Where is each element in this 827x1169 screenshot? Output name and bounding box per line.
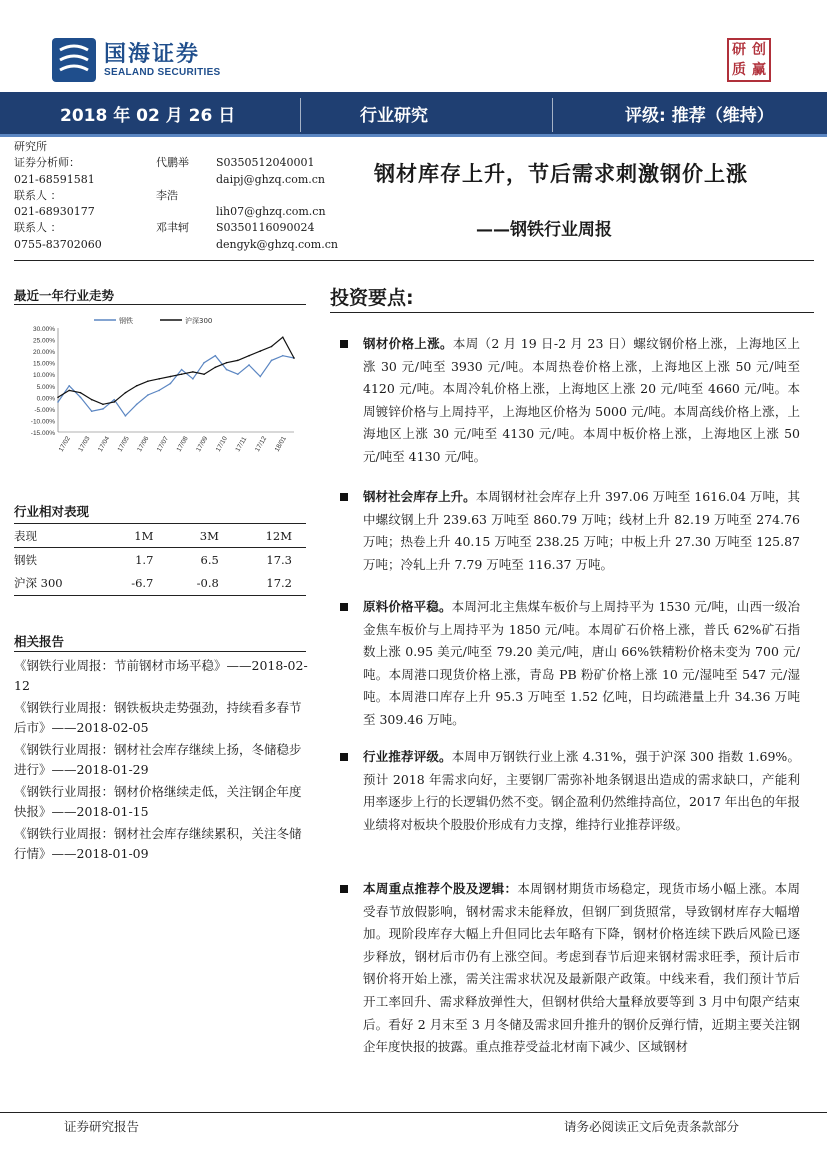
data-point [282, 336, 284, 338]
data-point [215, 366, 217, 368]
footer-left: 证券研究报告 [64, 1119, 140, 1134]
data-point [158, 378, 160, 380]
square-bullet-icon [340, 493, 348, 501]
logo-cn: 国海证券 [104, 41, 201, 67]
invest-heading: 投资要点: [330, 287, 414, 309]
data-point [237, 360, 239, 362]
analyst-row: 联系人 ： 李浩 [14, 188, 178, 202]
legend-label: 沪深300 [185, 317, 213, 325]
sealand-logo-icon [52, 38, 96, 82]
data-point [170, 376, 172, 378]
institute: 研究所 [14, 140, 47, 153]
y-tick-label: -15.00% [30, 430, 55, 437]
data-point [136, 385, 138, 387]
x-tick-label: 17/02 [57, 435, 72, 453]
bullet-item: 原料价格平稳。本周河北主焦煤车板价与上周持平为 1530 元/吨，山西一级冶金焦车板价与上周持平为 1850 元/吨。本周矿石价格上涨，普氏 62%矿石指数上涨 0.95 美元/吨至 79.20 美元/吨，唐山 66%铁精粉价格未变为 700 元/吨。本周港口现货价格上涨，青岛 PB 粉矿价格上涨 10 元/湿吨至 547 元/湿吨。本周港口库存上升 95.3 万吨至 1.52 亿吨，日均疏港量上升 34.36 万吨至 309.46 万吨。 [340, 596, 800, 732]
data-point [57, 397, 59, 399]
x-tick-label: 17/05 [116, 435, 131, 453]
x-tick-label: 18/01 [273, 435, 288, 453]
data-point [226, 369, 228, 371]
perf-table [14, 523, 306, 596]
data-point [91, 410, 93, 412]
data-point [102, 408, 104, 410]
report-subtitle: ——钢铁行业周报 [476, 220, 612, 240]
report-link[interactable]: 《钢铁行业周报：钢材社会库存继续上扬，冬储稳步进行》——2018-01-29 [14, 742, 302, 777]
report-title: 钢材库存上升，节后需求刺激钢价上涨 [374, 162, 748, 186]
trend-chart [14, 306, 306, 474]
report-link[interactable]: 《钢铁行业周报：钢材社会库存继续累积，关注冬储行情》——2018-01-09 [14, 826, 302, 861]
data-point [68, 385, 70, 387]
analyst-row: 联系人 ： 邓聿轲 S0350116090024 [14, 221, 315, 235]
analyst-info [14, 139, 338, 253]
table-header-row: 表现 1M 3M 12M [14, 524, 306, 548]
data-point [203, 362, 205, 364]
square-bullet-icon [340, 885, 348, 893]
report-date: 2018 年 02 月 26 日 [60, 105, 236, 126]
x-tick-label: 17/07 [155, 435, 171, 453]
data-point [57, 401, 59, 403]
data-point [259, 376, 261, 378]
data-point [271, 346, 273, 348]
data-point [125, 415, 127, 417]
bullet-item: 行业推荐评级。本周申万钢铁行业上涨 4.31%，强于沪深 300 指数 1.69%。预计 2018 年需求向好，主要钢厂需弥补地条钢退出造成的需求缺口，产能利用率逐步上行的长逻辑仍然不变。钢企盈利仍然维持高位，2017 年出色的年报业绩将对板块个股股价形成有力支撑，维持行业推荐评级。 [340, 746, 800, 836]
data-point [147, 380, 149, 382]
trend-chart-svg [14, 306, 306, 474]
square-bullet-icon [340, 340, 348, 348]
footer-divider [0, 1112, 827, 1113]
y-tick-label: -5.00% [34, 406, 55, 414]
analyst-row: 0755-83702060 dengyk@ghzq.com.cn [14, 237, 338, 251]
data-point [259, 350, 261, 352]
analyst-row: 021-68930177 lih07@ghzq.com.cn [14, 205, 326, 219]
data-point [170, 383, 172, 385]
logo-en: SEALAND SECURITIES [104, 66, 221, 78]
data-point [136, 403, 138, 405]
analyst-row: 证券分析师： 代鹏举 S0350512040001 [14, 156, 315, 170]
footer-right: 请务必阅读正文后免责条款部分 [564, 1119, 740, 1134]
report-link[interactable]: 《钢铁行业周报：钢铁板块走势强劲，持续看多春节后市》——2018-02-05 [14, 700, 302, 735]
divider [330, 312, 814, 313]
data-point [68, 390, 70, 392]
x-tick-label: 17/12 [254, 435, 269, 453]
y-tick-label: 15.00% [32, 360, 55, 368]
data-point [125, 392, 127, 394]
divider [14, 304, 306, 305]
data-point [271, 360, 273, 362]
data-point [237, 373, 239, 375]
table-row: 钢铁 1.7 6.5 17.3 [14, 552, 292, 567]
data-point [192, 378, 194, 380]
rating: 评级: 推荐（维持） [625, 105, 774, 126]
data-point [215, 355, 217, 357]
data-point [80, 392, 82, 394]
data-point [192, 371, 194, 373]
y-tick-label: 0.00% [36, 395, 55, 403]
report-type: 行业研究 [360, 105, 428, 126]
x-tick-label: 17/10 [214, 435, 229, 453]
legend-label: 钢铁 [119, 317, 133, 325]
x-tick-label: 17/03 [77, 435, 92, 453]
data-point [158, 390, 160, 392]
trend-label: 最近一年行业走势 [14, 288, 115, 303]
x-tick-label: 17/08 [175, 435, 190, 453]
bullet-item: 本周重点推荐个股及逻辑：本周钢材期货市场稳定，现货市场小幅上涨。本周受春节放假影响，钢材需求未能释放，但钢厂到货照常，导致钢材库存大幅增加。现阶段库存大幅上升但同比去年略有下降，钢材价格连续下跌后风险已逐步释放，钢材后市仍有上涨空间。考虑到春节后迎来钢材需求旺季，预计后市钢价将开始上涨，需关注需求状况及最新限产政策。中线来看，我们预计节后开工率回升、需求释放弹性大，但钢材供给大量释放要等到 3 月中旬限产结束后。看好 2 月末至 3 月冬储及需求回升推升的钢价反弹行情，近期主要关注钢企年度快报的披露。重点推荐受益北材南下减少、区域钢材 [340, 878, 800, 1059]
series-line-0 [58, 356, 294, 416]
data-point [147, 394, 149, 396]
square-bullet-icon [340, 753, 348, 761]
analyst-row: 021-68591581 daipj@ghzq.com.cn [14, 172, 325, 186]
data-point [80, 397, 82, 399]
y-tick-label: 25.00% [32, 337, 55, 345]
logo [52, 38, 221, 82]
data-point [203, 373, 205, 375]
bullet-item: 钢材价格上涨。本周（2 月 19 日-2 月 23 日）螺纹钢价格上涨，上海地区上涨 30 元/吨至 3930 元/吨。本周热卷价格上涨，上海地区上涨 50 元/吨至 4120 元/吨。本周冷轧价格上涨，上海地区上涨 20 元/吨至 4660 元/吨。本周镀锌价格与上周持平，上海地区价格为 5000 元/吨。本周高线价格上涨，上海地区上涨 30 元/吨至 4130 元/吨。本周中板价格上涨，上海地区上涨 50 元/吨至 4130 元/吨。 [340, 333, 800, 469]
report-link[interactable]: 《钢铁行业周报：钢材价格继续走低，关注钢企年度快报》——2018-01-15 [14, 784, 302, 819]
data-point [248, 364, 250, 366]
header-banner [0, 92, 827, 137]
y-tick-label: 30.00% [32, 326, 55, 333]
data-point [91, 399, 93, 401]
x-tick-label: 17/06 [136, 435, 151, 453]
data-point [282, 355, 284, 357]
divider [14, 260, 814, 261]
data-point [293, 357, 295, 359]
y-tick-label: 5.00% [36, 383, 55, 391]
x-tick-label: 17/04 [96, 435, 112, 453]
y-tick-label: 20.00% [32, 349, 55, 357]
perf-label: 行业相对表现 [14, 504, 90, 519]
data-point [248, 355, 250, 357]
square-bullet-icon [340, 603, 348, 611]
x-tick-label: 17/11 [234, 435, 249, 453]
data-point [113, 399, 115, 401]
divider [14, 651, 306, 652]
y-tick-label: -10.00% [30, 418, 55, 426]
table-row: 沪深 300 -6.7 -0.8 17.2 [14, 572, 306, 596]
x-tick-label: 17/09 [195, 435, 210, 453]
bullet-item: 钢材社会库存上升。本周钢材社会库存上升 397.06 万吨至 1616.04 万吨，其中螺纹钢上升 239.63 万吨至 860.79 万吨；线材上升 82.19 万吨至 274.76 万吨；热卷上升 40.15 万吨至 238.25 万吨；中板上升 27.30 万吨至 125.87 万吨；冷轧上升 7.79 万吨至 116.37 万吨。 [340, 486, 800, 576]
data-point [113, 401, 115, 403]
seal-stamp-icon: 研 创 质 赢 [727, 38, 771, 82]
report-link[interactable]: 《钢铁行业周报：节前钢材市场平稳》——2018-02-12 [14, 658, 308, 693]
data-point [181, 373, 183, 375]
y-tick-label: 10.00% [32, 372, 55, 380]
data-point [102, 403, 104, 405]
series-line-1 [58, 337, 294, 404]
data-point [226, 362, 228, 364]
related-label: 相关报告 [14, 634, 65, 649]
related-reports [14, 656, 310, 866]
data-point [181, 369, 183, 371]
